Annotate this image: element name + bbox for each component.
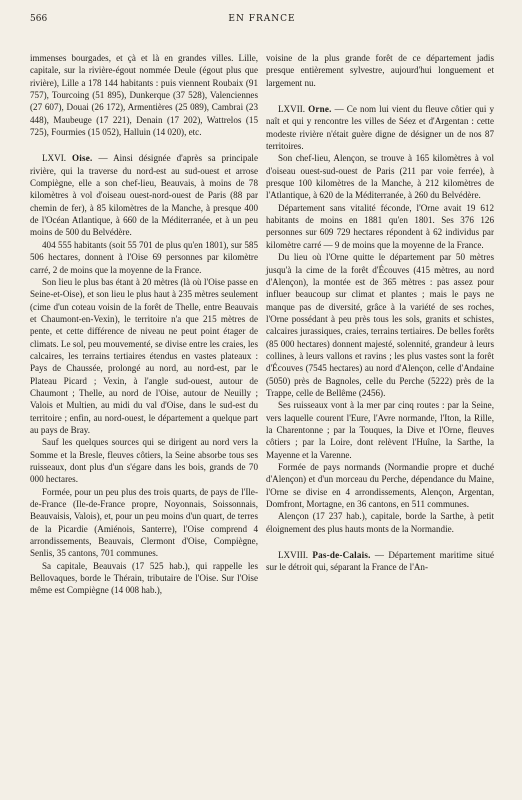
section-text: — Ce nom lui vient du fleuve côtier qui y naît et qui y rencontre les villes de Séez et d'Argentan : cette modeste rivière n'était guère digne de désigner un de nos 87 territoires. [266,104,494,152]
section-number: LXVII. [278,104,306,115]
page-header [30,14,494,30]
paragraph: Formée, pour un peu plus des trois quarts, de pays de l'Ile-de-France (Ile-de-France propre, Noyonnais, Soissonnais, Beauvaisis, Valois), et, pour un peu moins d'un quart, de terres de la Picardie (Amiénois, Santerre), l'Oise comprend 4 arrondissements, Beauvais, Clermont d'Oise, Compiègne, Senlis, 35 cantons, 701 communes. [30,486,258,559]
paragraph: Sa capitale, Beauvais (17 525 hab.), qui rappelle les Bellovaques, borde le Thérain, tributaire de l'Oise. Sur l'Oise même est Compiègne (14 008 hab.), [30,560,258,596]
paragraph: Formée de pays normands (Normandie propre et duché d'Alençon) et d'un morceau du Perche, dépendance du Maine, l'Orne se divise en 4 arrondissements, Alençon, Argentan, Domfront, Mortagne, en 36 cantons, en 511 communes. [266,462,494,510]
section-orne-intro [266,103,494,152]
section-pas-de-calais-intro [266,549,494,574]
running-head: EN FRANCE [228,14,296,24]
page-number: 566 [30,14,48,24]
section-number: LXVIII. [278,550,309,561]
paragraph: Son chef-lieu, Alençon, se trouve à 165 kilomètres à vol d'oiseau ouest-sud-ouest de Paris (211 par voie ferrée), à presque 100 kilomètres de la Manche, à 212 kilomètres de l'Atlantique, à 620 de la Méditerranée, à 260 du Belvédère. [266,153,494,201]
paragraph: Son lieu le plus bas étant à 20 mètres (là où l'Oise passe en Seine-et-Oise), et son lieu le plus haut à 235 mètres seulement (cime d'un coteau voisin de la forêt de Thelle, entre Beauvais et Chaumont-en-Vexin), le territoire n'a que 215 mètres de pente, et cette différence de niveau ne peut point étager de climats. Le sol, peu mouvementé, se divise entre les craies, les calcaires, les terrains tertiaires étendus en vastes plateaux : Pays de Chaussée, prolongé au nord, au nord-est, par le Plateau Picard ; Vexin, à l'angle sud-ouest, autour de Chaumont ; Thelle, au nord de l'Oise, autour de Neuilly ; Valois et Multien, au midi du val d'Oise, dans le sud-est du territoire ; enfin, au nord-ouest, le département a quelque part au pays de Bray. [30,276,258,435]
section-title-oise: Oise. [72,153,93,164]
section-title-orne: Orne. [308,104,332,115]
paragraph: voisine de la plus grande forêt de ce département jadis presque entièrement sylvestre, aujourd'hui longuement et largement nu. [266,53,494,88]
paragraph: Sauf les quelques sources qui se dirigent au nord vers la Somme et la Bresle, fleuves côtiers, la Seine absorbe tous ses ruisseaux, dont plus d'un s'égare dans les bois, grands de 70 000 hectares. [30,437,258,485]
section-title-pas-de-calais: Pas-de-Calais. [312,550,371,561]
section-text: — Département maritime situé sur le détroit qui, séparant la France de l'An- [266,550,494,573]
paragraph: 404 555 habitants (soit 55 701 de plus qu'en 1801), sur 585 506 hectares, donnent à l'Oise 69 personnes par kilomètre carré, 2 de moins que la moyenne de la France. [30,239,258,275]
section-number: LXVI. [42,153,66,164]
right-column [266,52,494,574]
paragraph: Ses ruisseaux vont à la mer par cinq routes : par la Seine, vers laquelle courent l'Eure, l'Avre normande, l'Iton, la Rille, la Charentonne ; par la Touques, la Dive et l'Orne, fleuves côtiers ; par la Loire, dont relèvent l'Huîne, la Sarthe, la Mayenne et la Varenne. [266,400,494,460]
paragraph: Département sans vitalité féconde, l'Orne avait 19 612 habitants de moins en 1881 qu'en 1801. Ses 376 126 personnes sur 609 729 hectares répondent à 62 individus par kilomètre carré — 9 de moins que la moyenne de la France. [266,202,494,250]
paragraph: Du lieu où l'Orne quitte le département par 50 mètres jusqu'à la cime de la forêt d'Écouves (415 mètres, au nord d'Alençon), la montée est de 365 mètres : pas assez pour influer beaucoup sur climat et plantes ; mais le pays ne manque pas de diversité, grâce à la variété de ses roches, l'Orne possédant à peu près tous les sols, granits et schistes, calcaires jurassiques, craies, terrains tertiaires. De belles forêts (85 000 hectares) donnent majesté, solennité, grandeur à leurs collines, à leurs vallons et ravins ; les plus vastes sont la forêt d'Écouves (7545 hectares) au nord d'Alençon, celle d'Andaine (5050) près de Bagnoles, celle du Perche (5222) près de la Trappe, celle de Bellême (2456). [266,252,494,398]
left-column [30,52,258,597]
paragraph: immenses bourgades, et çà et là en grandes villes. Lille, capitale, sur la rivière-égout nommée Deule (égout plus que rivière), Lille a 178 144 habitants : puis viennent Roubaix (91 757), Tourcoing (51 895), Dunkerque (37 528), Valenciennes (27 607), Douai (26 172), Armentières (25 089), Cambrai (23 448), Maubeuge (17 221), Denain (17 202), Wattrelos (15 725), Fourmies (15 052), Halluin (14 020), etc. [30,53,258,138]
paragraph: Alençon (17 237 hab.), capitale, borde la Sarthe, à petit éloignement des plus hauts monts de la Normandie. [266,511,494,534]
section-text: — Ainsi désignée d'après sa principale rivière, qui la traverse du nord-est au sud-ouest et arrose Compiègne, elle a son chef-lieu, Beauvais, à moins de 78 kilomètres à vol d'oiseau ouest-nord-ouest de Paris (88 par chemin de fer), à 85 kilomètres de la Manche, à presque 400 de l'Océan Atlantique, à 660 de la Méditerranée, et à un peu moins de 500 du Belvédère. [30,153,258,238]
section-oise-intro [30,152,258,238]
